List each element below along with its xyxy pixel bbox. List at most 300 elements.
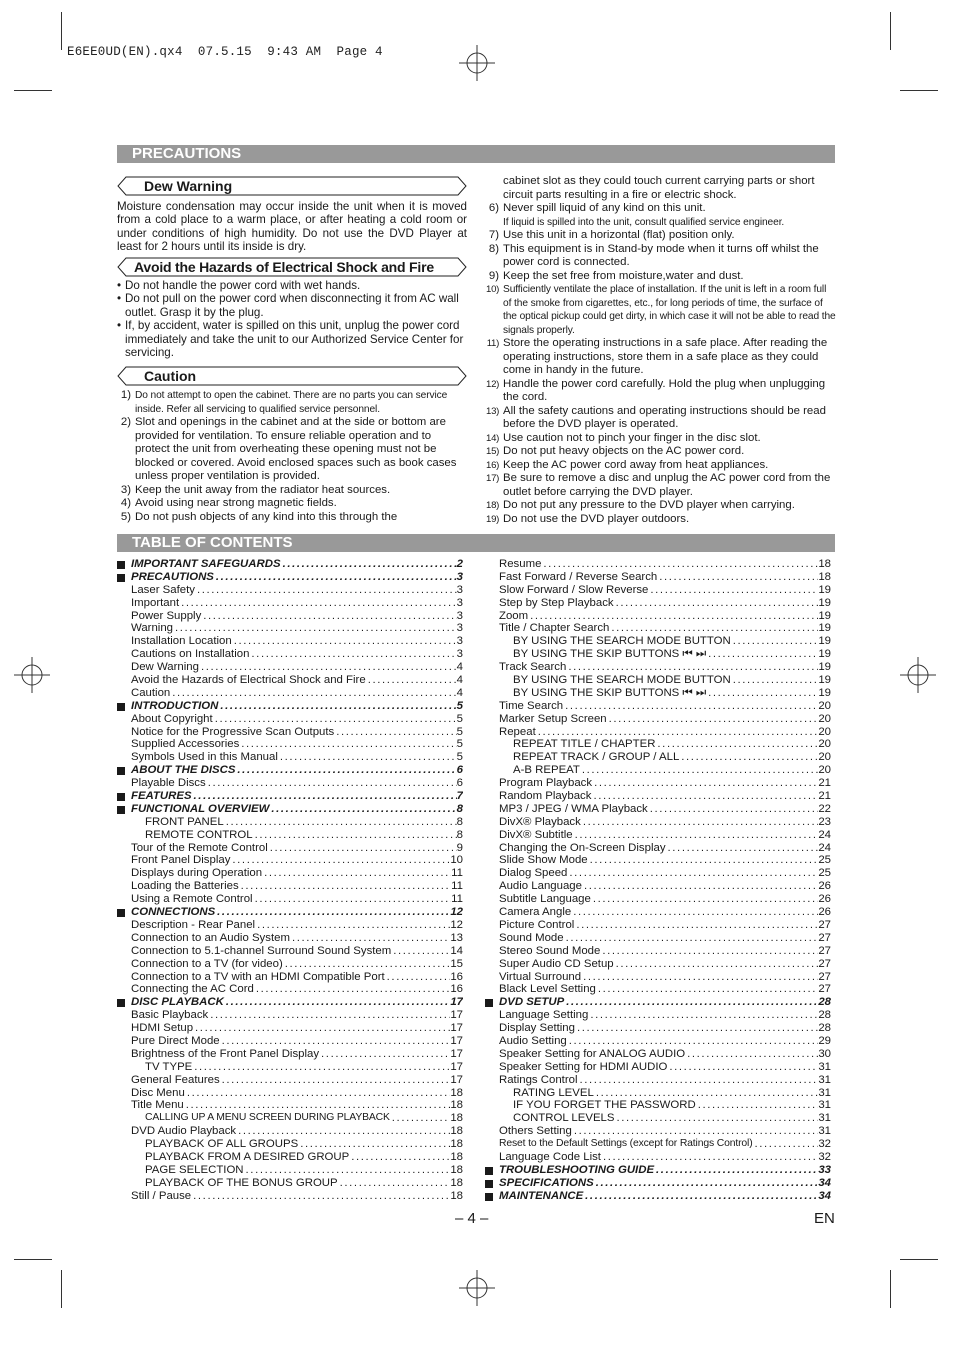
toc-entry-page: 4	[456, 661, 463, 674]
toc-entry-title: FEATURES	[131, 790, 192, 803]
toc-entry-page: 25	[818, 867, 831, 880]
toc-entry-page: 27	[818, 918, 831, 931]
toc-entry	[485, 648, 831, 661]
toc-section-entry	[485, 1177, 831, 1190]
toc-leader-dots	[657, 571, 818, 584]
toc-entry-title: Loading the Batteries	[131, 880, 239, 893]
toc-entry-title: Picture Control	[499, 918, 575, 931]
toc-entry-title: TROUBLESHOOTING GUIDE	[499, 1163, 655, 1176]
toc-entry-page: 18	[450, 1163, 463, 1176]
electrical-hazard-list	[117, 279, 467, 359]
crop-mark-top-right-h	[900, 90, 938, 91]
toc-leader-dots	[706, 648, 818, 661]
toc-entry	[117, 1164, 463, 1177]
toc-entry-title: Front Panel Display	[131, 854, 231, 867]
toc-entry-page: 21	[818, 777, 831, 790]
toc-leader-dots	[571, 906, 818, 919]
toc-entry-title: Program Playback	[499, 777, 593, 790]
toc-entry-page: 11	[451, 867, 463, 880]
toc-entry	[485, 1061, 831, 1074]
toc-entry	[117, 842, 463, 855]
toc-entry-page: 11	[451, 893, 463, 906]
toc-entry-page: 5	[456, 712, 463, 725]
toc-entry	[485, 867, 831, 880]
toc-leader-dots	[193, 1022, 450, 1035]
toc-leader-dots	[192, 1061, 450, 1074]
toc-leader-dots	[591, 893, 818, 906]
toc-entry	[117, 1048, 463, 1061]
precaution-item: 6) Never spill liquid of any kind on this unit.	[488, 202, 706, 214]
toc-leader-dots	[655, 738, 818, 751]
toc-entry-title: Connecting the AC Cord	[131, 983, 254, 996]
toc-leader-dots	[215, 906, 450, 919]
toc-entry-page: 18	[818, 558, 831, 570]
toc-entry	[485, 932, 831, 945]
toc-entry-page: 18	[450, 1112, 463, 1125]
toc-entry	[117, 1112, 463, 1125]
toc-entry-page: 34	[818, 1189, 831, 1202]
precaution-item: 14) Use caution not to pinch your finger in the disc slot.	[486, 431, 761, 444]
caution-item: 2) Slot and openings in the cabinet and at the side or bottom are provided for ventilation. To ensure reliable operation and to protect the unit from overheating these opening must not be blocked or covered. Avoid enclosed spaces such as book cases unless proper ventilation is provided.	[120, 416, 457, 482]
toc-entry-title: FRONT PANEL	[145, 815, 224, 828]
toc-leader-dots	[648, 803, 819, 816]
toc-entry-page: 31	[818, 1086, 831, 1099]
toc-entry	[117, 971, 463, 984]
toc-entry-title: Reset to the Default Settings (except for Ratings Control)	[499, 1138, 753, 1150]
toc-entry-title: CALLING UP A MENU SCREEN DURING PLAYBACK	[145, 1112, 390, 1124]
toc-leader-dots	[679, 751, 818, 764]
toc-entry-page: 11	[451, 880, 463, 893]
toc-leader-dots	[574, 919, 818, 932]
toc-entry-title: SPECIFICATIONS	[499, 1176, 594, 1189]
toc-leader-dots	[667, 1061, 818, 1074]
toc-entry-page: 18	[450, 1138, 463, 1151]
toc-leader-dots	[283, 958, 451, 971]
page-number: – 4 –	[455, 1210, 489, 1227]
toc-entry-title: Zoom	[499, 609, 529, 622]
toc-entry	[117, 1151, 463, 1164]
toc-entry-page: 17	[450, 1022, 463, 1035]
toc-section-entry	[117, 558, 463, 571]
toc-entry-page: 18	[450, 1150, 463, 1163]
toc-entry	[117, 1009, 463, 1022]
toc-entry	[117, 610, 463, 623]
toc-entry-title: RATING LEVEL	[513, 1086, 594, 1099]
toc-entry	[485, 764, 831, 777]
toc-entry-title: Avoid the Hazards of Electrical Shock and Fire	[131, 674, 366, 687]
toc-entry-title: Resume	[499, 558, 542, 570]
toc-entry	[485, 571, 831, 584]
toc-leader-dots	[581, 971, 818, 984]
toc-entry-page: 33	[818, 1163, 831, 1176]
toc-entry-title: Language Setting	[499, 1009, 589, 1022]
toc-leader-dots	[218, 700, 456, 713]
toc-leader-dots	[578, 1074, 819, 1087]
toc-entry-page: 19	[818, 609, 831, 622]
toc-entry-page: 19	[818, 674, 831, 687]
toc-entry-page: 5	[456, 751, 463, 764]
toc-leader-dots	[731, 674, 819, 687]
toc-entry-page: 27	[818, 931, 831, 944]
toc-leader-dots	[192, 790, 457, 803]
toc-leader-dots	[262, 867, 451, 880]
toc-leader-dots	[600, 945, 818, 958]
toc-entry	[117, 622, 463, 635]
caution-item: 5) Do not push objects of any kind into this through the	[120, 510, 398, 523]
toc-entry-title: Displays during Operation	[131, 867, 263, 880]
toc-leader-dots	[278, 751, 457, 764]
toc-entry-title: PLAYBACK OF THE BONUS GROUP	[145, 1176, 338, 1189]
toc-entry	[485, 661, 831, 674]
toc-entry-title: TV TYPE	[145, 1060, 193, 1073]
toc-leader-dots	[281, 558, 457, 571]
toc-entry	[485, 1151, 831, 1164]
toc-entry	[117, 983, 463, 996]
toc-entry-title: Connection to a TV with an HDMI Compatible Port	[131, 970, 385, 983]
toc-section-entry	[117, 790, 463, 803]
toc-entry	[117, 816, 463, 829]
toc-entry	[485, 945, 831, 958]
toc-entry-page: 3	[456, 635, 463, 648]
toc-leader-dots	[541, 558, 818, 571]
toc-entry	[117, 1099, 463, 1112]
toc-entry	[117, 648, 463, 661]
toc-leader-dots	[614, 958, 819, 971]
crop-mark-top-right-v	[890, 12, 891, 50]
toc-leader-dots	[269, 803, 456, 816]
toc-entry	[117, 726, 463, 739]
toc-entry	[117, 738, 463, 751]
toc-leader-dots	[349, 1151, 450, 1164]
precaution-item: 15) Do not put heavy objects on the AC power cord.	[486, 445, 745, 457]
toc-entry	[485, 906, 831, 919]
toc-entry	[485, 790, 831, 803]
toc-entry	[485, 726, 831, 739]
toc-entry-title: PAGE SELECTION	[145, 1163, 244, 1176]
toc-entry	[485, 777, 831, 790]
toc-entry	[117, 867, 463, 880]
toc-entry-page: 30	[818, 1047, 831, 1060]
toc-entry	[117, 597, 463, 610]
toc-leader-dots	[366, 674, 457, 687]
toc-entry-page: 6	[456, 777, 463, 790]
toc-entry-page: 20	[818, 725, 831, 738]
precaution-item: 13) All the safety cautions and operating instructions should be read before the DVD player is operated.	[486, 404, 826, 430]
toc-entry-title: Connection to an Audio System	[131, 931, 290, 944]
toc-entry	[117, 1177, 463, 1190]
toc-entry-title: REPEAT TITLE / CHAPTER	[513, 738, 656, 751]
toc-leader-dots	[255, 919, 450, 932]
toc-entry	[117, 1074, 463, 1087]
toc-entry-page: 25	[818, 854, 831, 867]
toc-entry	[485, 597, 831, 610]
toc-leader-dots	[706, 687, 818, 700]
toc-entry-title: HDMI Setup	[131, 1022, 194, 1035]
toc-leader-dots	[179, 597, 457, 610]
toc-leader-dots	[567, 867, 818, 880]
toc-entry-page: 20	[818, 751, 831, 764]
precaution-item: 11) Store the operating instructions in a safe place. After reading the operating instructions, store them in a safe place as they could come in handy in the future.	[486, 337, 828, 376]
toc-leader-dots	[244, 1164, 451, 1177]
toc-entry	[485, 1009, 831, 1022]
toc-entry-title: Language Code List	[499, 1150, 601, 1163]
toc-entry-title: Sound Mode	[499, 931, 564, 944]
precaution-item: 17) Be sure to remove a disc and unplug the AC power cord from the outlet before carrying the DVD player.	[486, 472, 831, 498]
toc-entry-page: 4	[456, 686, 463, 699]
precaution-item: 19) Do not use the DVD player outdoors.	[486, 512, 690, 525]
caution-item: 1) Do not attempt to open the cabinet. There are no parts you can service inside. Refer all servicing to qualified service personnel.	[120, 389, 448, 415]
toc-entry-title: Camera Angle	[499, 906, 572, 919]
crop-mark-bottom-right-h	[900, 1259, 938, 1260]
toc-entry-title: Symbols Used in this Manual	[131, 751, 278, 764]
toc-entry-page: 31	[818, 1099, 831, 1112]
toc-leader-dots	[592, 777, 818, 790]
toc-entry	[117, 687, 463, 700]
toc-entry-page: 3	[456, 648, 463, 661]
caution-list	[117, 389, 468, 524]
toc-entry-title: Description - Rear Panel	[131, 918, 256, 931]
toc-entry-page: 4	[456, 674, 463, 687]
toc-leader-dots	[230, 854, 450, 867]
caution-item: 4) Avoid using near strong magnetic fields.	[120, 497, 337, 509]
toc-entry-page: 3	[456, 596, 463, 609]
toc-entry-title: Step by Step Playback	[499, 596, 614, 609]
toc-entry-page: 24	[818, 841, 831, 854]
toc-entry-title: Time Search	[499, 699, 564, 712]
toc-leader-dots	[607, 713, 819, 726]
toc-entry-page: 32	[818, 1150, 831, 1163]
toc-entry-title: Brightness of the Front Panel Display	[131, 1047, 320, 1060]
toc-leader-dots	[566, 661, 818, 674]
toc-entry-title: Power Supply	[131, 609, 202, 622]
toc-entry-title: Playable Discs	[131, 777, 206, 790]
toc-entry-page: 3	[456, 622, 463, 635]
toc-leader-dots	[601, 1151, 818, 1164]
toc-entry	[117, 661, 463, 674]
toc-entry-title: Cautions on Installation	[131, 648, 250, 661]
toc-leader-dots	[564, 932, 819, 945]
toc-entry-page: 31	[818, 1073, 831, 1086]
toc-entry-page: 26	[818, 906, 831, 919]
toc-leader-dots	[564, 996, 818, 1009]
toc-leader-dots	[253, 829, 457, 842]
toc-entry-page: 2	[456, 558, 463, 570]
toc-leader-dots	[268, 842, 457, 855]
toc-entry-page: 7	[456, 790, 463, 803]
precaution-item: 8) This equipment is in Stand-by mode when it turns off whilst the power cord is connected.	[488, 242, 819, 268]
toc-entry-title: Still / Pause	[131, 1189, 192, 1202]
toc-leader-dots	[232, 635, 457, 648]
registration-mark-bottom	[459, 1270, 495, 1306]
toc-entry	[117, 674, 463, 687]
toc-entry-page: 28	[818, 1022, 831, 1035]
toc-leader-dots	[253, 893, 452, 906]
toc-entry-page: 3	[456, 570, 463, 583]
precaution-item: If liquid is spilled into the unit, consult qualified service engineer.	[503, 216, 785, 228]
toc-leader-dots	[573, 829, 819, 842]
dew-warning-text: Moisture condensation may occur inside the unit when it is moved from a cold place to a warm place, or after heating a cold room or under conditions of high humidity. Do not use the DVD Player at least for 2 hours until its inside is dry.	[117, 200, 467, 254]
toc-entry-page: 26	[818, 880, 831, 893]
toc-leader-dots	[208, 1009, 450, 1022]
toc-leader-dots	[235, 764, 456, 777]
toc-entry-page: 17	[450, 1047, 463, 1060]
toc-entry-page: 3	[456, 609, 463, 622]
electrical-hazard-heading	[117, 257, 467, 277]
precaution-item: 18) Do not put any pressure to the DVD player when carrying.	[486, 499, 795, 511]
precaution-item: 16) Keep the AC power cord away from heat appliances.	[486, 458, 769, 471]
toc-entry-page: 27	[818, 983, 831, 996]
toc-entry	[117, 1022, 463, 1035]
caution-heading-text: Caution	[144, 368, 197, 384]
toc-leader-dots	[596, 983, 818, 996]
toc-entry-page: 22	[818, 802, 831, 815]
toc-leader-dots	[214, 571, 457, 584]
toc-entry	[485, 751, 831, 764]
toc-entry-page: 8	[456, 802, 463, 815]
toc-leader-dots	[290, 932, 450, 945]
toc-entry-title: Laser Safety	[131, 583, 195, 596]
toc-entry-title: BY USING THE SKIP BUTTONS ⏮ ⏭	[513, 686, 707, 699]
toc-entry-page: 24	[818, 828, 831, 841]
toc-leader-dots	[390, 1112, 451, 1125]
toc-entry-title: ABOUT THE DISCS	[131, 764, 236, 777]
toc-entry-title: Stereo Sound Mode	[499, 944, 601, 957]
toc-leader-dots	[615, 1112, 819, 1125]
toc-entry-title: PRECAUTIONS	[131, 570, 214, 583]
crop-mark-top-left-v	[61, 12, 62, 50]
toc-section-entry	[117, 764, 463, 777]
toc-leader-dots	[173, 622, 457, 635]
toc-leader-dots	[254, 983, 450, 996]
toc-entry-title: CONNECTIONS	[131, 906, 216, 919]
toc-leader-dots	[594, 1177, 819, 1190]
crop-mark-bottom-right-v	[890, 1270, 891, 1308]
toc-entry	[485, 842, 831, 855]
toc-entry-title: Random Playback	[499, 790, 592, 803]
toc-leader-dots	[580, 764, 818, 777]
toc-entry-page: 19	[818, 686, 831, 699]
toc-entry-title: Pure Direct Mode	[131, 1034, 220, 1047]
precaution-item: 12) Handle the power cord carefully. Hold the plug when unplugging the cord.	[486, 377, 826, 403]
toc-entry	[117, 945, 463, 958]
toc-entry	[117, 958, 463, 971]
toc-entry-page: 8	[456, 828, 463, 841]
toc-entry-page: 19	[818, 622, 831, 635]
toc-entry-page: 19	[818, 661, 831, 674]
toc-entry-title: Marker Setup Screen	[499, 712, 607, 725]
toc-entry-page: 32	[818, 1138, 831, 1151]
toc-entry-title: REPEAT TRACK / GROUP / ALL	[513, 751, 680, 764]
toc-entry	[485, 1112, 831, 1125]
toc-leader-dots	[185, 1087, 451, 1100]
toc-entry-page: 34	[818, 1176, 831, 1189]
toc-entry-title: MP3 / JPEG / WMA Playback	[499, 802, 648, 815]
dew-warning-heading	[117, 176, 467, 196]
toc-entry-title: MAINTENANCE	[499, 1189, 584, 1202]
toc-entry-title: Repeat	[499, 725, 536, 738]
precautions-right-column	[484, 175, 836, 526]
toc-entry-page: 16	[450, 970, 463, 983]
toc-entry	[485, 816, 831, 829]
toc-leader-dots	[338, 1177, 451, 1190]
toc-entry-title: Slide Show Mode	[499, 854, 588, 867]
toc-entry-page: 17	[450, 996, 463, 1009]
toc-entry-page: 31	[818, 1125, 831, 1138]
electrical-item: • If, by accident, water is spilled on this unit, unplug the power cord immediately and take the unit to our Authorized Service Center for servicing.	[117, 319, 467, 359]
toc-entry-page: 27	[818, 957, 831, 970]
toc-entry-title: Subtitle Language	[499, 893, 591, 906]
toc-entry	[485, 687, 831, 700]
toc-leader-dots	[206, 777, 457, 790]
toc-entry-title: BY USING THE SEARCH MODE BUTTON	[513, 635, 731, 648]
toc-entry-page: 15	[450, 957, 463, 970]
toc-entry	[485, 622, 831, 635]
toc-entry	[117, 1035, 463, 1048]
toc-section-entry	[485, 1190, 831, 1203]
toc-entry-title: About Copyright	[131, 712, 213, 725]
toc-entry	[485, 1074, 831, 1087]
toc-entry-title: DivX® Playback	[499, 815, 581, 828]
toc-entry-title: Track Search	[499, 661, 567, 674]
toc-leader-dots	[220, 1074, 451, 1087]
toc-leader-dots	[224, 996, 451, 1009]
toc-entry-title: PLAYBACK OF ALL GROUPS	[145, 1138, 299, 1151]
toc-entry-title: General Features	[131, 1073, 220, 1086]
toc-entry-title: Others Setting	[499, 1125, 572, 1138]
toc-entry	[117, 777, 463, 790]
toc-entry-page: 19	[818, 583, 831, 596]
toc-entry-page: 5	[456, 738, 463, 751]
toc-entry-page: 9	[456, 841, 463, 854]
toc-entry	[485, 854, 831, 867]
toc-entry-title: Black Level Setting	[499, 983, 596, 996]
precaution-item: 10) Sufficiently ventilate the place of installation. If the unit is left in a room full of the smoke from cigarettes, etc., for long periods of time, the surface of the optical pickup could get dirty, in which case it will not be able to read the signals properly.	[486, 284, 836, 336]
toc-entry-title: BY USING THE SEARCH MODE BUTTON	[513, 674, 731, 687]
precaution-item: 7) Use this unit in a horizontal (flat) position only.	[488, 229, 735, 241]
toc-entry	[485, 1035, 831, 1048]
toc-leader-dots	[583, 1190, 818, 1203]
toc-entry-title: Important	[131, 596, 180, 609]
toc-section-entry	[117, 571, 463, 584]
toc-entry	[117, 829, 463, 842]
toc-entry	[485, 1048, 831, 1061]
toc-entry	[485, 919, 831, 932]
toc-entry-page: 28	[818, 1009, 831, 1022]
toc-leader-dots	[220, 1035, 451, 1048]
toc-leader-dots	[594, 1087, 819, 1100]
toc-entry-title: Virtual Surround	[499, 970, 582, 983]
registration-mark-right	[900, 657, 936, 693]
toc-entry-page: 20	[818, 738, 831, 751]
toc-leader-dots	[536, 726, 819, 739]
toc-entry-page: 12	[450, 918, 463, 931]
toc-entry	[485, 893, 831, 906]
toc-leader-dots	[249, 648, 456, 661]
toc-entry-page: 19	[818, 648, 831, 661]
toc-section-entry	[117, 803, 463, 816]
toc-entry	[485, 1022, 831, 1035]
toc-entry-title: DVD Audio Playback	[131, 1125, 237, 1138]
toc-entry-title: Slow Forward / Slow Reverse	[499, 583, 649, 596]
toc-entry-page: 19	[818, 635, 831, 648]
toc-entry	[117, 1061, 463, 1074]
toc-entry	[485, 674, 831, 687]
toc-entry-page: 29	[818, 1034, 831, 1047]
toc-entry-page: 17	[450, 1073, 463, 1086]
registration-mark-top	[459, 45, 495, 81]
toc-entry-title: Disc Menu	[131, 1086, 185, 1099]
toc-entry	[485, 558, 831, 571]
